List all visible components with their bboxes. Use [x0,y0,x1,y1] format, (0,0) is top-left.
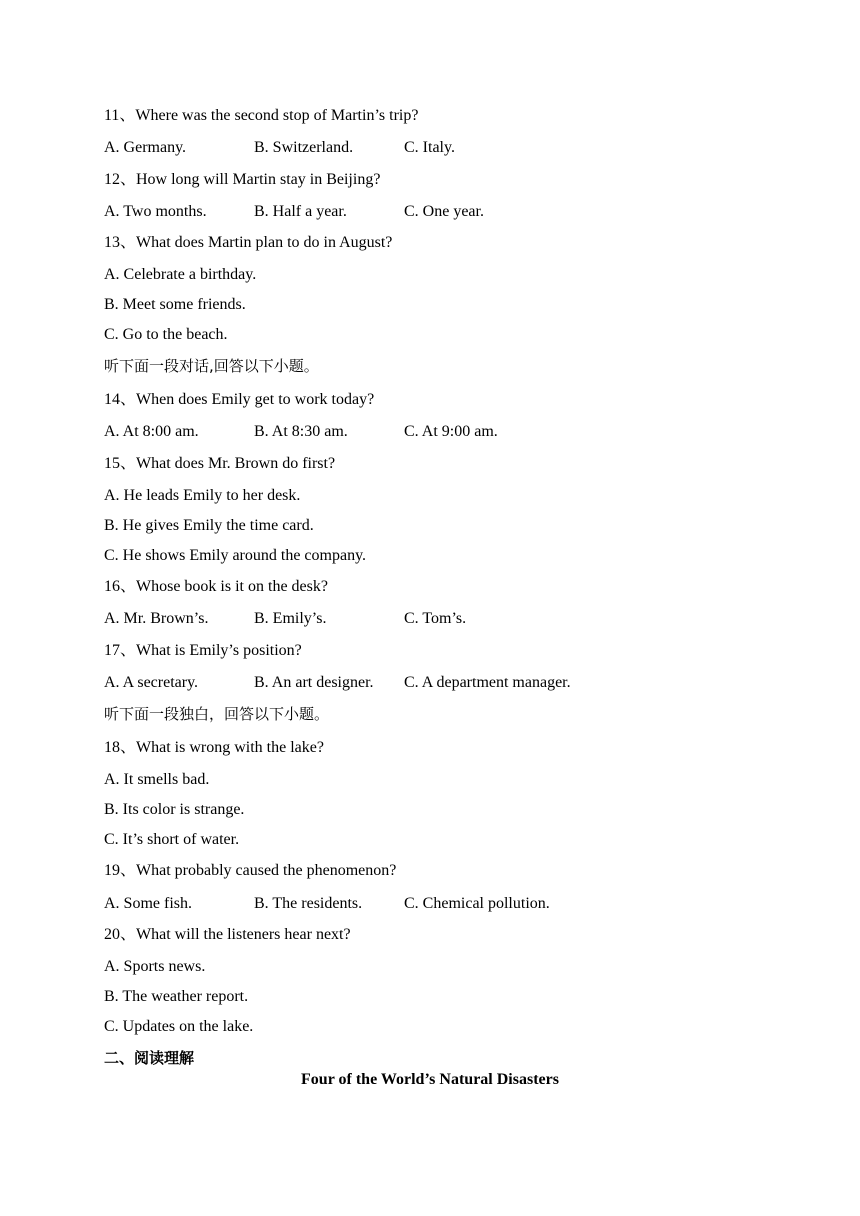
q12-option-b: B. Half a year. [254,203,347,220]
q19-option-c: C. Chemical pollution. [404,895,550,912]
question-11: 11、Where was the second stop of Martin’s trip? [104,107,419,124]
q15-option-c: C. He shows Emily around the company. [104,547,367,564]
q14-option-c: C. At 9:00 am. [404,423,498,440]
question-20: 20、What will the listeners hear next? [104,926,351,943]
q16-option-a: A. Mr. Brown’s. [104,610,209,627]
q13-option-a: A. Celebrate a birthday. [104,266,257,283]
question-19: 19、What probably caused the phenomenon? [104,862,397,879]
section-heading: 二、阅读理解 [104,1049,195,1067]
instruction-dialogue: 听下面一段对话,回答以下小题。 [104,357,319,375]
q20-option-a: A. Sports news. [104,958,206,975]
q19-option-a: A. Some fish. [104,895,192,912]
q19-option-b: B. The residents. [254,895,363,912]
q17-option-a: A. A secretary. [104,674,199,691]
question-13: 13、What does Martin plan to do in August? [104,234,393,251]
q14-option-b: B. At 8:30 am. [254,423,348,440]
q11-option-c: C. Italy. [404,139,455,156]
instruction-monologue: 听下面一段独白，回答以下小题。 [104,705,330,723]
q11-option-b: B. Switzerland. [254,139,354,156]
question-17: 17、What is Emily’s position? [104,642,302,659]
q16-option-c: C. Tom’s. [404,610,467,627]
q17-option-b: B. An art designer. [254,674,374,691]
q13-option-c: C. Go to the beach. [104,326,228,343]
q20-option-b: B. The weather report. [104,988,249,1005]
question-15: 15、What does Mr. Brown do first? [104,455,336,472]
q11-option-a: A. Germany. [104,139,187,156]
q18-option-c: C. It’s short of water. [104,831,240,848]
q16-option-b: B. Emily’s. [254,610,327,627]
question-14: 14、When does Emily get to work today? [104,391,375,408]
q18-option-b: B. Its color is strange. [104,801,245,818]
question-12: 12、How long will Martin stay in Beijing? [104,171,381,188]
q15-option-a: A. He leads Emily to her desk. [104,487,301,504]
question-18: 18、What is wrong with the lake? [104,739,324,756]
q12-option-a: A. Two months. [104,203,207,220]
q15-option-b: B. He gives Emily the time card. [104,517,314,534]
passage-title: Four of the World’s Natural Disasters [301,1071,559,1088]
q13-option-b: B. Meet some friends. [104,296,246,313]
q17-option-c: C. A department manager. [404,674,571,691]
q12-option-c: C. One year. [404,203,484,220]
question-16: 16、Whose book is it on the desk? [104,578,328,595]
q20-option-c: C. Updates on the lake. [104,1018,254,1035]
q18-option-a: A. It smells bad. [104,771,210,788]
q14-option-a: A. At 8:00 am. [104,423,199,440]
